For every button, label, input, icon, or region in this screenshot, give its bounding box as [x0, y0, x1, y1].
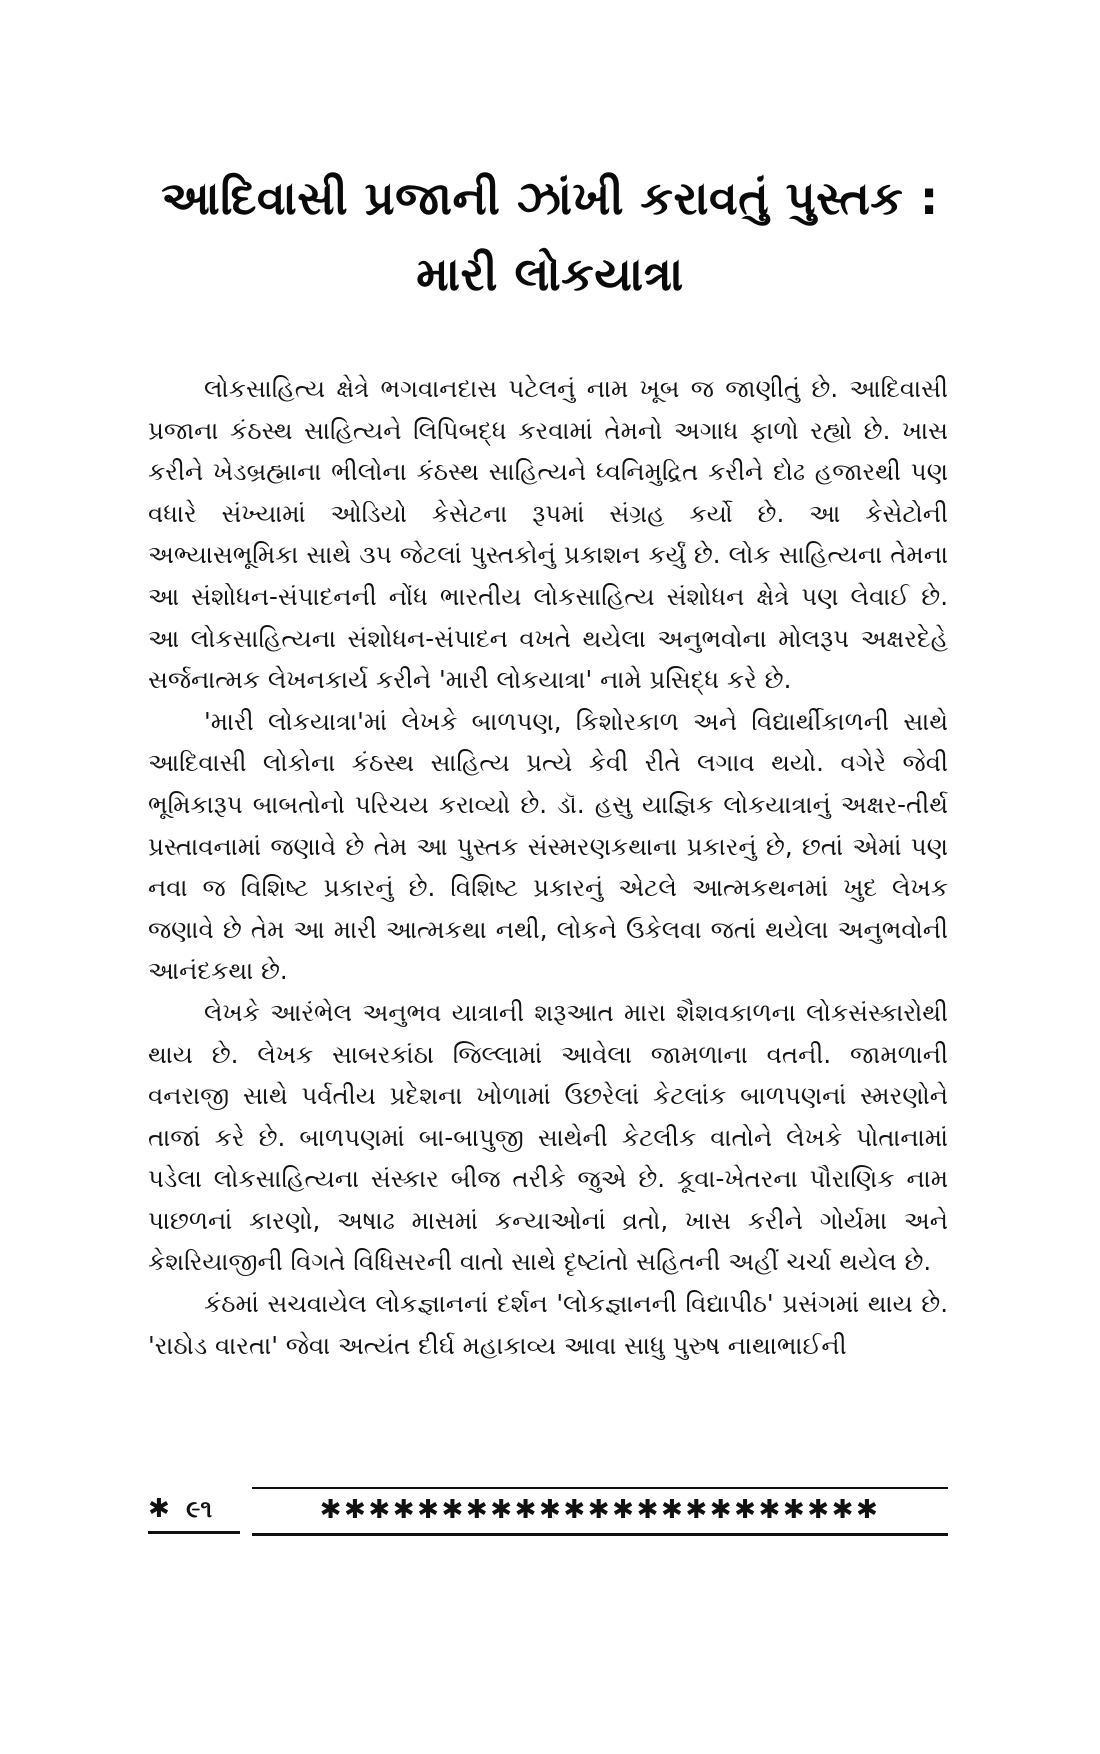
footer-page-label — [148, 1487, 240, 1534]
paragraph-4: કંઠમાં સચવાયેલ લોકજ્ઞાનનાં દર્શન 'લોકજ્ઞાનની વિદ્યાપીઠ' પ્રસંગમાં થાય છે. 'રાઠોડ વારતા' જેવા અત્યંત દીર્ઘ મહાકાવ્ય આવા સાધુ પુરુષ નાથાભાઈની — [148, 1289, 948, 1360]
paragraph-3: લેખકે આરંભેલ અનુભવ યાત્રાની શરૂઆત મારા શૈશવકાળના લોકસંસ્કારોથી થાય છે. લેખક સાબરકાંઠા જિલ્લામાં આવેલા જામળાના વતની. જામળાની વનરાજી સાથે પર્વતીય પ્રદેશના ખોળામાં ઉછરેલાં કેટલાંક બાળપણનાં સ્મરણોને તાજાં કરે છે. બાળપણમાં બા-બાપુજી સાથેની કેટલીક વાતોને લેખકે પોતાનામાં પડેલા લોકસાહિત્યના સંસ્કાર બીજ તરીકે જુએ છે. કૂવા-ખેતરના પૌરાણિક નામ પાછળનાં કારણો, અષાઢ માસમાં કન્યાઓનાં વ્રતો, ખાસ કરીને ગોર્યમા અને કેશરિયાજીની વિગતે વિધિસરની વાતો સાથે દૃષ્ટાંતો સહિતની અહીં ચર્ચા થયેલ છે. — [148, 997, 948, 1277]
chapter-body — [148, 368, 948, 1366]
chapter-title-line-2: મારી લોકયાત્રા — [416, 247, 684, 301]
page-footer — [148, 1487, 948, 1539]
paragraph-2: 'મારી લોકયાત્રા'માં લેખકે બાળપણ, કિશોરકાળ અને વિદ્યાર્થીકાળની સાથે આદિવાસી લોકોના કંઠસ્થ સાહિત્ય પ્રત્યે કેવી રીતે લગાવ થયો. વગેરે જેવી ભૂમિકારૂપ બાબતોનો પરિચય કરાવ્યો છે. ડૉ. હસુ યાજ્ઞિક લોકયાત્રાનું અક્ષર-તીર્થ પ્રસ્તાવનામાં જણાવે છે તેમ આ પુસ્તક સંસ્મરણકથાના પ્રકારનું છે, છતાં એમાં પણ નવા જ વિશિષ્ટ પ્રકારનું છે. વિશિષ્ટ પ્રકારનું એટલે આત્મકથનમાં ખુદ લેખક જણાવે છે તેમ આ મારી આત્મકથા નથી, લોકને ઉકેલવા જતાં થયેલા અનુભવોની આનંદકથા છે. — [148, 706, 948, 986]
chapter-title-line-1: આદિવાસી પ્રજાની ઝાંખી કરાવતું પુસ્તક : — [161, 171, 939, 225]
chapter-title — [120, 160, 980, 312]
page-number: ૯૧ — [186, 1495, 213, 1523]
footer-star-border: ✱✱✱✱✱✱✱✱✱✱✱✱✱✱✱✱✱✱✱✱✱✱✱ — [252, 1487, 948, 1536]
star-ornament-icon: ✱ — [148, 1494, 170, 1524]
paragraph-1: લોકસાહિત્ય ક્ષેત્રે ભગવાનદાસ પટેલનું નામ ખૂબ જ જાણીતું છે. આદિવાસી પ્રજાના કંઠસ્થ સાહિત્યને લિપિબદ્ધ કરવામાં તેમનો અગાધ ફાળો રહ્યો છે. ખાસ કરીને ખેડબ્રહ્માના ભીલોના કંઠસ્થ સાહિત્યને ધ્વનિમુદ્રિત કરીને દોઢ હજારથી પણ વધારે સંખ્યામાં ઓડિયો કેસેટના રૂપમાં સંગ્રહ કર્યો છે. આ કેસેટોની અભ્યાસભૂમિકા સાથે ૩૫ જેટલાં પુસ્તકોનું પ્રકાશન કર્યું છે. લોક સાહિત્યના તેમના આ સંશોધન-સંપાદનની નોંધ ભારતીય લોકસાહિત્ય સંશોધન ક્ષેત્રે પણ લેવાઈ છે. આ લોકસાહિત્યના સંશોધન-સંપાદન વખતે થયેલા અનુભવોના મોલરૂપ અક્ષરદેહે સર્જનાત્મક લેખનકાર્ય કરીને 'મારી લોકયાત્રા' નામે પ્રસિદ્ધ કરે છે. — [148, 374, 948, 695]
